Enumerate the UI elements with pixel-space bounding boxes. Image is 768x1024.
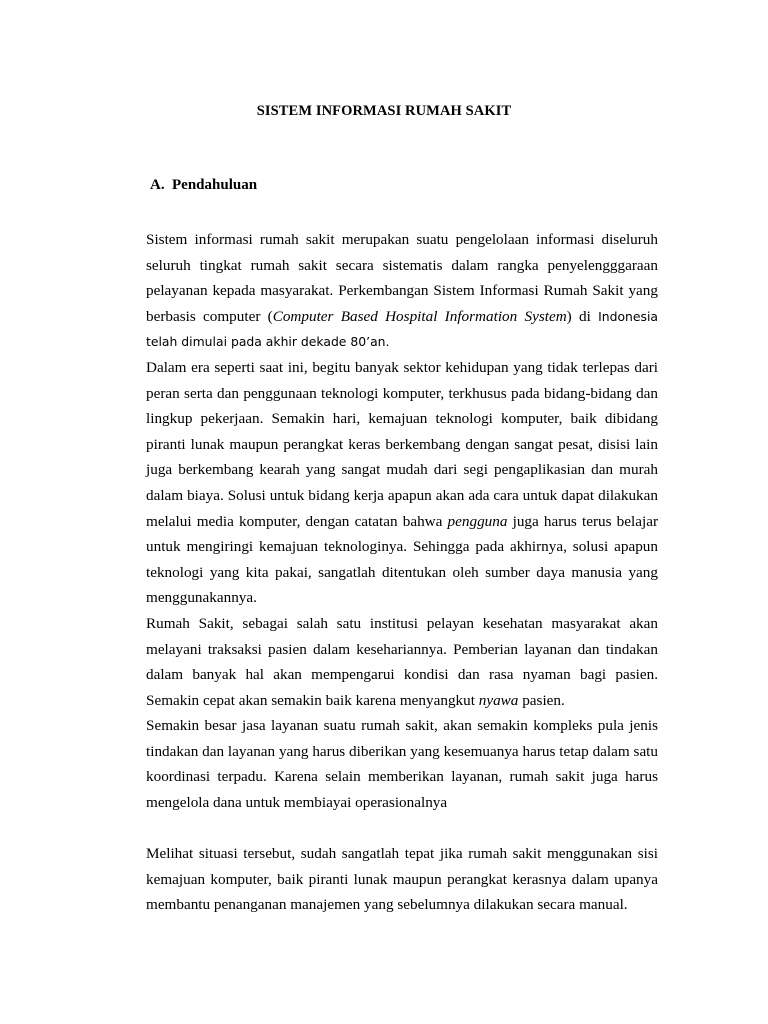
section-number: A. xyxy=(150,177,165,193)
paragraph-1-sans-run: Indonesia telah dimulai pada akhir dekade 80’an xyxy=(146,308,658,350)
paragraph-1 xyxy=(146,227,658,355)
paragraph-2-text-b: juga harus terus belajar untuk mengiringi kemajuan teknologinya. Sehingga pada akhirnya, solusi apapun teknologi yang kita pakai, sangatlah ditentukan oleh sumber daya manusia yang menggunakannya. xyxy=(146,512,658,607)
paragraph-2 xyxy=(146,355,658,611)
section-heading xyxy=(150,177,257,194)
paragraph-2-italic: pengguna xyxy=(447,512,508,530)
document-title: SISTEM INFORMASI RUMAH SAKIT xyxy=(256,103,512,119)
paragraph-3 xyxy=(146,611,658,713)
paragraph-1-italic: Computer Based Hospital Information System xyxy=(272,307,567,325)
paragraph-4: Semakin besar jasa layanan suatu rumah sakit, akan semakin kompleks pula jenis tindakan dan layanan yang harus diberikan yang kesemuanya harus tetap dalam satu koordinasi terpadu. Karena selain memberikan layanan, rumah sakit juga harus mengelola dana untuk membiayai operasionalnya xyxy=(146,717,658,812)
paragraph-2-text-a: Dalam era seperti saat ini, begitu banyak sektor kehidupan yang tidak terlepas dari peran serta dan penggunaan teknologi komputer, terkhusus pada bidang-bidang dan lingkup pekerjaan. Semakin hari, kemajuan teknologi komputer, baik dibidang piranti lunak maupun perangkat keras berkembang dengan sangat pesat, disisi lain juga berkembang kearah yang sangat mudah dari segi pengaplikasian dan murah dalam biaya. Solusi untuk bidang kerja apapun akan ada cara untuk dapat dilakukan melalui media komputer, dengan catatan bahwa xyxy=(146,358,658,530)
paragraph-1-text-b: ) di xyxy=(566,307,599,325)
paragraph-5: Melihat situasi tersebut, sudah sangatlah tepat jika rumah sakit menggunakan sisi kemajuan komputer, baik piranti lunak maupun perangkat kerasnya dalam upanya membantu penanganan manajemen yang sebelumnya dilakukan secara manual. xyxy=(146,845,658,914)
body-text xyxy=(146,227,658,918)
section-heading-text: Pendahuluan xyxy=(172,177,258,193)
paragraph-1-text-a: Sistem informasi rumah sakit merupakan suatu pengelolaan informasi diseluruh seluruh tingkat rumah sakit secara sistematis dalam rangka penyelengggaraan pelayanan kepada masyarakat. Perkembangan Sistem Informasi Rumah Sakit yang berbasis computer ( xyxy=(146,231,658,325)
paragraph-1-text-c: . xyxy=(385,334,390,350)
paragraph-3-text-b: pasien. xyxy=(518,691,565,709)
paragraph-3-text-a: Rumah Sakit, sebagai salah satu institusi pelayan kesehatan masyarakat akan melayani traksaksi pasien dalam kesehariannya. Pemberian layanan dan tindakan dalam banyak hal akan mempengarui kondisi dan rasa nyaman bagi pasien. Semakin cepat akan semakin baik karena menyangkut xyxy=(146,614,658,709)
paragraph-3-italic: nyawa xyxy=(478,691,519,709)
